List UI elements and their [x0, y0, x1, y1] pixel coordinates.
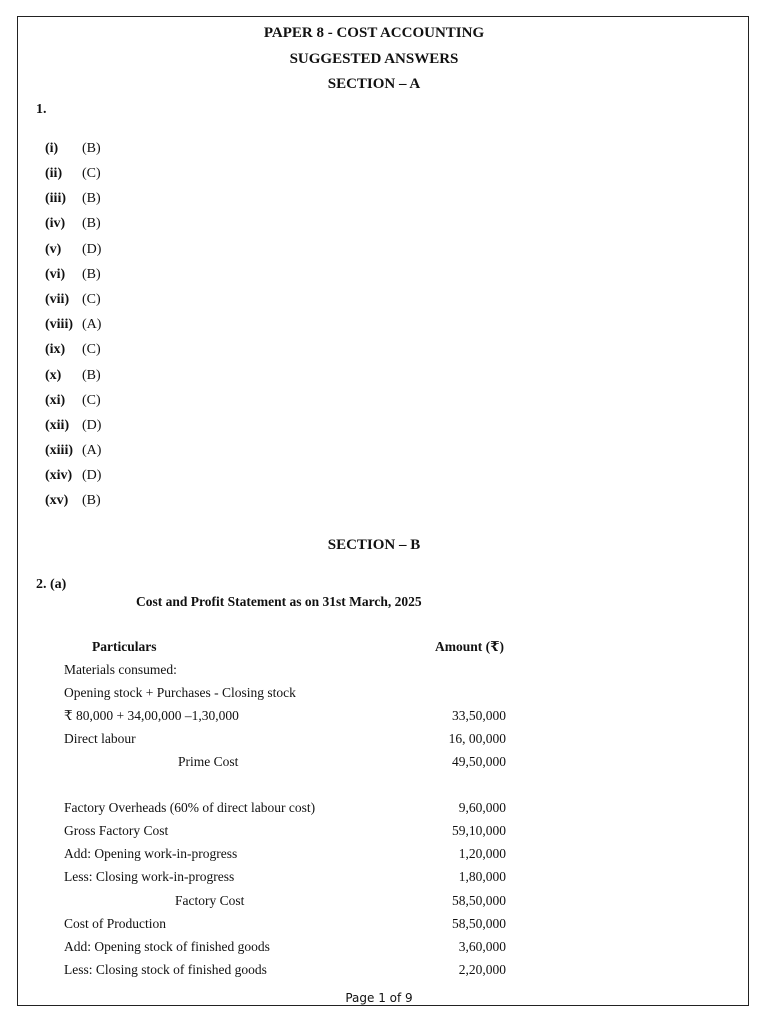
row-amount: 49,50,000 [452, 754, 506, 769]
row-label: Add: Opening stock of finished goods [64, 939, 270, 954]
answer-number: (i) [45, 141, 59, 156]
answer-number: (xv) [45, 493, 69, 508]
row-label: Less: Closing work-in-progress [64, 869, 235, 884]
answer-number: (iv) [45, 216, 66, 231]
answer-value: (B) [82, 141, 101, 156]
answer-number: (iii) [45, 191, 66, 206]
subtitle: SUGGESTED ANSWERS [289, 51, 459, 67]
answer-value: (A) [82, 443, 102, 458]
answer-value: (C) [82, 342, 101, 357]
row-amount: 33,50,000 [452, 708, 506, 723]
row-amount: 59,10,000 [452, 823, 506, 838]
answer-number: (xi) [45, 393, 66, 408]
answer-number: (xii) [45, 418, 70, 433]
page-number: Page 1 of 9 [345, 991, 413, 1005]
row-amount: 3,60,000 [458, 939, 506, 954]
row-amount: 58,50,000 [452, 916, 506, 931]
row-amount: 16, 00,000 [448, 731, 506, 746]
answer-value: (B) [82, 267, 101, 282]
paper-title: PAPER 8 - COST ACCOUNTING [263, 25, 485, 41]
answer-value: (B) [82, 493, 101, 508]
answer-value: (B) [82, 216, 101, 231]
row-amount: 9,60,000 [458, 800, 506, 815]
answer-number: (xiii) [45, 443, 73, 458]
statement-title: Cost and Profit Statement as on 31st March, 2025 [136, 594, 422, 609]
question-1-number: 1. [36, 102, 47, 117]
answer-number: (vi) [45, 267, 66, 282]
answer-number: (vii) [45, 292, 70, 307]
row-amount: 58,50,000 [452, 893, 506, 908]
answer-number: (viii) [45, 317, 73, 332]
question-2a-number: 2. (a) [36, 577, 67, 592]
row-label: Materials consumed: [64, 662, 177, 677]
answer-value: (B) [82, 191, 101, 206]
row-label: Prime Cost [178, 754, 239, 769]
row-amount: 1,80,000 [458, 869, 506, 884]
row-label: Add: Opening work-in-progress [64, 846, 238, 861]
row-label: ₹ 80,000 + 34,00,000 –1,30,000 [64, 708, 239, 723]
row-label: Factory Cost [175, 893, 245, 908]
row-label: Factory Overheads (60% of direct labour cost) [64, 800, 316, 815]
section-b-heading: SECTION – B [327, 537, 421, 553]
section-a-heading: SECTION – A [327, 76, 421, 92]
answer-value: (D) [82, 242, 102, 257]
answer-number: (v) [45, 242, 62, 257]
answer-number: (ii) [45, 166, 63, 181]
column-header-amount: Amount (₹) [434, 639, 504, 654]
row-label: Gross Factory Cost [64, 823, 169, 838]
answer-value: (C) [82, 292, 101, 307]
answer-number: (x) [45, 368, 62, 383]
row-label: Less: Closing stock of finished goods [64, 962, 267, 977]
row-label: Direct labour [64, 731, 136, 746]
row-amount: 2,20,000 [458, 962, 506, 977]
answer-value: (D) [82, 468, 102, 483]
row-label: Cost of Production [64, 916, 167, 931]
answer-value: (D) [82, 418, 102, 433]
answer-value: (C) [82, 393, 101, 408]
answer-number: (ix) [45, 342, 66, 357]
answer-value: (A) [82, 317, 102, 332]
row-label: Opening stock + Purchases - Closing stock [64, 685, 296, 700]
column-header-particulars: Particulars [92, 639, 157, 654]
answer-value: (B) [82, 368, 101, 383]
answer-number: (xiv) [45, 468, 73, 483]
answer-value: (C) [82, 166, 101, 181]
row-amount: 1,20,000 [458, 846, 506, 861]
